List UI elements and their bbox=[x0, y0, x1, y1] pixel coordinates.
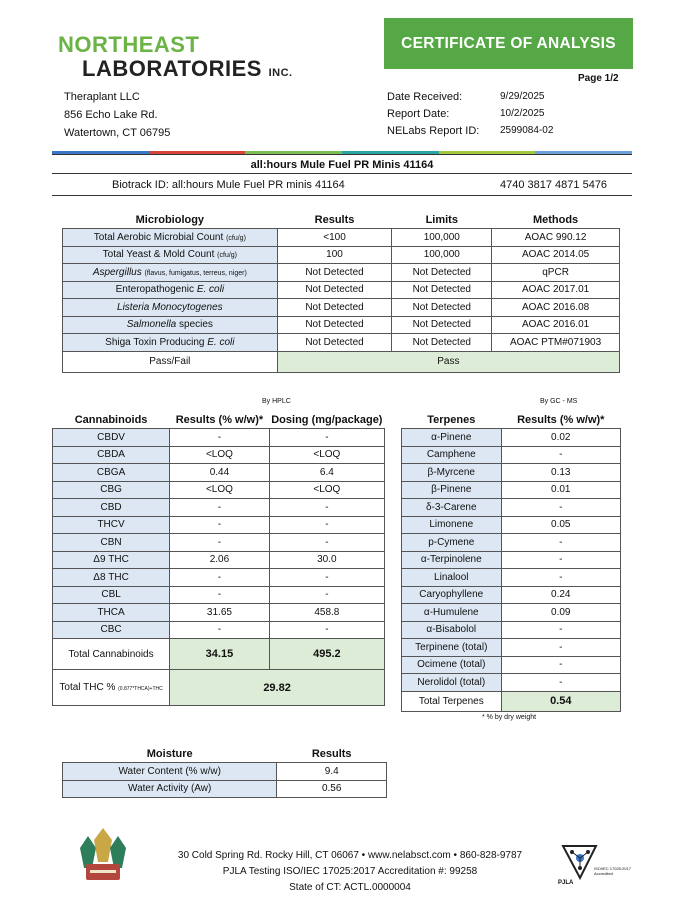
result-cell: Not Detected bbox=[277, 299, 392, 317]
date-received-label: Date Received: bbox=[387, 90, 463, 103]
analyte-label: Total Aerobic Microbial Count bbox=[93, 231, 224, 243]
terpene-result: - bbox=[501, 674, 620, 692]
table-row bbox=[63, 316, 620, 334]
cannabinoid-name: CBC bbox=[53, 621, 170, 639]
terpene-result: 0.01 bbox=[501, 481, 620, 499]
table-row bbox=[63, 780, 387, 798]
cannabinoid-name: CBG bbox=[53, 481, 170, 499]
cannabinoid-result: <LOQ bbox=[170, 446, 270, 464]
footer-line1: 30 Cold Spring Rd. Rocky Hill, CT 06067 • www.nelabsct.com • 860-828-9787 bbox=[177, 850, 523, 861]
terpene-result: - bbox=[501, 534, 620, 552]
column-header: Results bbox=[277, 211, 392, 229]
hplc-label: By HPLC bbox=[262, 398, 291, 405]
analyte-name bbox=[63, 264, 278, 282]
terpene-result: 0.05 bbox=[501, 516, 620, 534]
total-cannabinoids-result: 34.15 bbox=[170, 639, 270, 670]
table-row bbox=[402, 586, 621, 604]
analyte-label: Shiga Toxin Producing bbox=[105, 336, 205, 348]
cannabinoid-name: CBN bbox=[53, 534, 170, 552]
table-row bbox=[402, 534, 621, 552]
result-cell: Not Detected bbox=[277, 281, 392, 299]
cannabinoid-dose: 6.4 bbox=[269, 464, 384, 482]
cannabinoid-name: Δ9 THC bbox=[53, 551, 170, 569]
cannabinoid-dose: - bbox=[269, 621, 384, 639]
analyte-name bbox=[63, 229, 278, 247]
terpene-name: Caryophyllene bbox=[402, 586, 502, 604]
table-row bbox=[402, 464, 621, 482]
limit-cell: Not Detected bbox=[392, 281, 492, 299]
footer-line3: State of CT: ACTL.0000004 bbox=[289, 882, 411, 893]
cannabinoid-dose: - bbox=[269, 534, 384, 552]
table-row bbox=[53, 569, 385, 587]
method-cell: AOAC 2017.01 bbox=[492, 281, 620, 299]
column-header: Microbiology bbox=[63, 211, 278, 229]
moisture-result: 0.56 bbox=[277, 780, 387, 798]
passfail-label: Pass/Fail bbox=[63, 351, 278, 372]
table-row bbox=[53, 446, 385, 464]
cannabinoid-dose: <LOQ bbox=[269, 481, 384, 499]
divider bbox=[52, 195, 632, 196]
cannabinoid-result: - bbox=[170, 429, 270, 447]
logo-northeast: NORTHEAST bbox=[58, 32, 200, 57]
total-cannabinoids-dose: 495.2 bbox=[269, 639, 384, 670]
limit-cell: Not Detected bbox=[392, 299, 492, 317]
terpene-name: Terpinene (total) bbox=[402, 639, 502, 657]
passfail-row bbox=[63, 351, 620, 372]
limit-cell: Not Detected bbox=[392, 316, 492, 334]
footer-contact bbox=[150, 848, 550, 896]
column-header: Results (% w/w)* bbox=[170, 411, 270, 429]
moisture-name: Water Activity (Aw) bbox=[63, 780, 277, 798]
result-cell: 100 bbox=[277, 246, 392, 264]
table-row bbox=[402, 674, 621, 692]
terpene-name: Ocimene (total) bbox=[402, 656, 502, 674]
cannabinoid-result: 31.65 bbox=[170, 604, 270, 622]
pjla-text: PJLA bbox=[558, 880, 574, 886]
result-cell: <100 bbox=[277, 229, 392, 247]
table-row bbox=[402, 656, 621, 674]
column-header: Terpenes bbox=[402, 411, 502, 429]
biotrack-label: Biotrack ID: bbox=[112, 179, 169, 191]
analyte-unit: (cfu/g) bbox=[226, 234, 246, 242]
column-header: Dosing (mg/package) bbox=[269, 411, 384, 429]
table-row bbox=[53, 586, 385, 604]
pjla-logo bbox=[558, 838, 631, 891]
method-cell: AOAC 2016.01 bbox=[492, 316, 620, 334]
moisture-table bbox=[62, 745, 387, 798]
terpene-name: Limonene bbox=[402, 516, 502, 534]
cannabinoid-result: <LOQ bbox=[170, 481, 270, 499]
table-row bbox=[53, 551, 385, 569]
table-row bbox=[402, 551, 621, 569]
total-thc-formula: (0.877*THCA)+THC bbox=[118, 686, 163, 692]
biotrack-value: all:hours Mule Fuel PR minis 41164 bbox=[171, 179, 345, 191]
cannabinoid-result: - bbox=[170, 534, 270, 552]
terpene-result: - bbox=[501, 569, 620, 587]
analyte-name bbox=[63, 334, 278, 352]
table-row bbox=[63, 246, 620, 264]
table-row bbox=[63, 334, 620, 352]
table-row bbox=[402, 604, 621, 622]
terpene-name: Camphene bbox=[402, 446, 502, 464]
terpene-name: β-Myrcene bbox=[402, 464, 502, 482]
cannabinoid-result: 2.06 bbox=[170, 551, 270, 569]
limit-cell: Not Detected bbox=[392, 264, 492, 282]
method-cell: qPCR bbox=[492, 264, 620, 282]
terpene-name: α-Pinene bbox=[402, 429, 502, 447]
limit-cell: 100,000 bbox=[392, 246, 492, 264]
terpene-result: - bbox=[501, 621, 620, 639]
table-row bbox=[402, 481, 621, 499]
limit-cell: Not Detected bbox=[392, 334, 492, 352]
total-thc-row bbox=[53, 670, 385, 706]
column-header: Methods bbox=[492, 211, 620, 229]
table-row bbox=[53, 604, 385, 622]
table-row bbox=[402, 621, 621, 639]
terpene-name: α-Bisabolol bbox=[402, 621, 502, 639]
cannabinoid-result: - bbox=[170, 499, 270, 517]
total-cannabinoids-row bbox=[53, 639, 385, 670]
cannabinoid-dose: 30.0 bbox=[269, 551, 384, 569]
cannabinoid-result: 0.44 bbox=[170, 464, 270, 482]
analyte-name: Listeria Monocytogenes bbox=[63, 299, 278, 317]
cannabinoid-dose: - bbox=[269, 516, 384, 534]
logo-laboratories-text: LABORATORIES bbox=[82, 56, 262, 81]
terpene-result: 0.13 bbox=[501, 464, 620, 482]
cannabinoid-name: THCV bbox=[53, 516, 170, 534]
terpene-result: - bbox=[501, 446, 620, 464]
cannabinoid-dose: - bbox=[269, 586, 384, 604]
terpene-name: Nerolidol (total) bbox=[402, 674, 502, 692]
moisture-name: Water Content (% w/w) bbox=[63, 763, 277, 781]
analyte-label: Salmonella bbox=[126, 319, 177, 331]
cannabinoids-table bbox=[52, 411, 385, 706]
analyte-label: Aspergillus bbox=[92, 266, 142, 278]
analyte-suffix: species bbox=[179, 319, 213, 331]
total-thc-label bbox=[53, 670, 170, 706]
total-cannabinoids-label: Total Cannabinoids bbox=[53, 639, 170, 670]
table-row bbox=[63, 264, 620, 282]
terpenes-table bbox=[401, 411, 621, 712]
product-name: all:hours Mule Fuel PR Minis 41164 bbox=[250, 159, 434, 171]
dry-weight-note: * % by dry weight bbox=[482, 714, 537, 721]
terpene-result: 0.09 bbox=[501, 604, 620, 622]
table-row bbox=[402, 429, 621, 447]
total-terpenes-row bbox=[402, 691, 621, 711]
analyte-name bbox=[63, 246, 278, 264]
result-cell: Not Detected bbox=[277, 334, 392, 352]
iso-text: ISO/IEC 17025:2017 Accredited bbox=[594, 866, 631, 876]
report-meta bbox=[387, 88, 627, 139]
total-thc-text: Total THC % bbox=[59, 682, 116, 693]
cannabinoid-result: - bbox=[170, 569, 270, 587]
biotrack-id bbox=[112, 179, 345, 191]
table-row bbox=[53, 516, 385, 534]
cannabinoid-dose: - bbox=[269, 499, 384, 517]
report-id-value: 2599084-02 bbox=[500, 125, 554, 136]
table-row bbox=[53, 481, 385, 499]
cannabinoid-dose: - bbox=[269, 569, 384, 587]
terpene-name: α-Terpinolene bbox=[402, 551, 502, 569]
total-terpenes-value: 0.54 bbox=[501, 691, 620, 711]
cannabinoid-name: CBDV bbox=[53, 429, 170, 447]
table-row bbox=[53, 429, 385, 447]
cannabinoid-name: THCA bbox=[53, 604, 170, 622]
report-date-label: Report Date: bbox=[387, 107, 450, 120]
cannabinoid-result: - bbox=[170, 516, 270, 534]
table-row bbox=[402, 516, 621, 534]
page-number: Page 1/2 bbox=[578, 73, 619, 84]
analyte-italic: E. coli bbox=[196, 284, 225, 296]
terpene-name: α-Humulene bbox=[402, 604, 502, 622]
passfail-value: Pass bbox=[277, 351, 619, 372]
terpene-result: - bbox=[501, 639, 620, 657]
client-name: Theraplant LLC bbox=[64, 91, 140, 103]
report-id-label: NELabs Report ID: bbox=[387, 124, 480, 137]
microbiology-table bbox=[62, 211, 620, 373]
table-row bbox=[402, 639, 621, 657]
cannabinoid-result: - bbox=[170, 586, 270, 604]
divider bbox=[52, 173, 632, 174]
terpene-name: δ-3-Carene bbox=[402, 499, 502, 517]
analyte-unit: (flavus, fumigatus, terreus, niger) bbox=[144, 269, 247, 277]
date-received-value: 9/29/2025 bbox=[500, 91, 545, 102]
table-row bbox=[63, 281, 620, 299]
table-row bbox=[63, 299, 620, 317]
terpene-name: p-Cymene bbox=[402, 534, 502, 552]
cannabinoid-name: CBDA bbox=[53, 446, 170, 464]
cannabinoid-name: Δ8 THC bbox=[53, 569, 170, 587]
analyte-label: Total Yeast & Mold Count bbox=[102, 249, 215, 261]
gcms-label: By GC - MS bbox=[540, 398, 578, 405]
footer-line2: PJLA Testing ISO/IEC 17025:2017 Accreditation #: 99258 bbox=[222, 866, 478, 877]
column-header: Results bbox=[277, 745, 387, 763]
table-row bbox=[63, 763, 387, 781]
logo-laboratories bbox=[82, 56, 293, 82]
cannabinoid-name: CBGA bbox=[53, 464, 170, 482]
analyte-unit: (cfu/g) bbox=[217, 252, 238, 260]
terpene-result: - bbox=[501, 656, 620, 674]
column-header: Cannabinoids bbox=[53, 411, 170, 429]
moisture-result: 9.4 bbox=[277, 763, 387, 781]
table-row bbox=[53, 499, 385, 517]
method-cell: AOAC 2016.08 bbox=[492, 299, 620, 317]
client-address bbox=[64, 88, 170, 142]
analyte-name bbox=[63, 281, 278, 299]
terpene-result: - bbox=[501, 551, 620, 569]
cannabinoid-dose: - bbox=[269, 429, 384, 447]
table-row bbox=[53, 534, 385, 552]
terpene-result: 0.02 bbox=[501, 429, 620, 447]
table-row bbox=[63, 229, 620, 247]
biotrack-number: 4740 3817 4871 5476 bbox=[500, 179, 608, 191]
limit-cell: 100,000 bbox=[392, 229, 492, 247]
total-terpenes-label: Total Terpenes bbox=[402, 691, 502, 711]
column-header: Results (% w/w)* bbox=[501, 411, 620, 429]
result-cell: Not Detected bbox=[277, 316, 392, 334]
table-row bbox=[402, 446, 621, 464]
column-header: Moisture bbox=[63, 745, 277, 763]
terpene-name: β-Pinene bbox=[402, 481, 502, 499]
document-title: CERTIFICATE OF ANALYSIS bbox=[384, 18, 633, 69]
analyte-italic: E. coli bbox=[207, 336, 235, 348]
cannabinoid-result: - bbox=[170, 621, 270, 639]
badge-icon bbox=[68, 826, 138, 889]
client-address-line1: 856 Echo Lake Rd. bbox=[64, 109, 158, 121]
analyte-name bbox=[63, 316, 278, 334]
table-row bbox=[402, 569, 621, 587]
method-cell: AOAC 2014.05 bbox=[492, 246, 620, 264]
total-thc-value: 29.82 bbox=[170, 670, 385, 706]
table-row bbox=[402, 499, 621, 517]
cannabinoid-dose: 458.8 bbox=[269, 604, 384, 622]
cannabinoid-name: CBD bbox=[53, 499, 170, 517]
analyte-label: Enteropathogenic bbox=[115, 284, 195, 296]
terpene-name: Linalool bbox=[402, 569, 502, 587]
table-row bbox=[53, 464, 385, 482]
terpene-result: 0.24 bbox=[501, 586, 620, 604]
table-row bbox=[53, 621, 385, 639]
method-cell: AOAC 990.12 bbox=[492, 229, 620, 247]
method-cell: AOAC PTM#071903 bbox=[492, 334, 620, 352]
result-cell: Not Detected bbox=[277, 264, 392, 282]
report-date-value: 10/2/2025 bbox=[500, 108, 545, 119]
cannabinoid-dose: <LOQ bbox=[269, 446, 384, 464]
column-header: Limits bbox=[392, 211, 492, 229]
terpene-result: - bbox=[501, 499, 620, 517]
client-address-line2: Watertown, CT 06795 bbox=[64, 127, 171, 139]
cannabinoid-name: CBL bbox=[53, 586, 170, 604]
logo-inc: INC. bbox=[268, 67, 293, 79]
divider bbox=[52, 154, 632, 155]
